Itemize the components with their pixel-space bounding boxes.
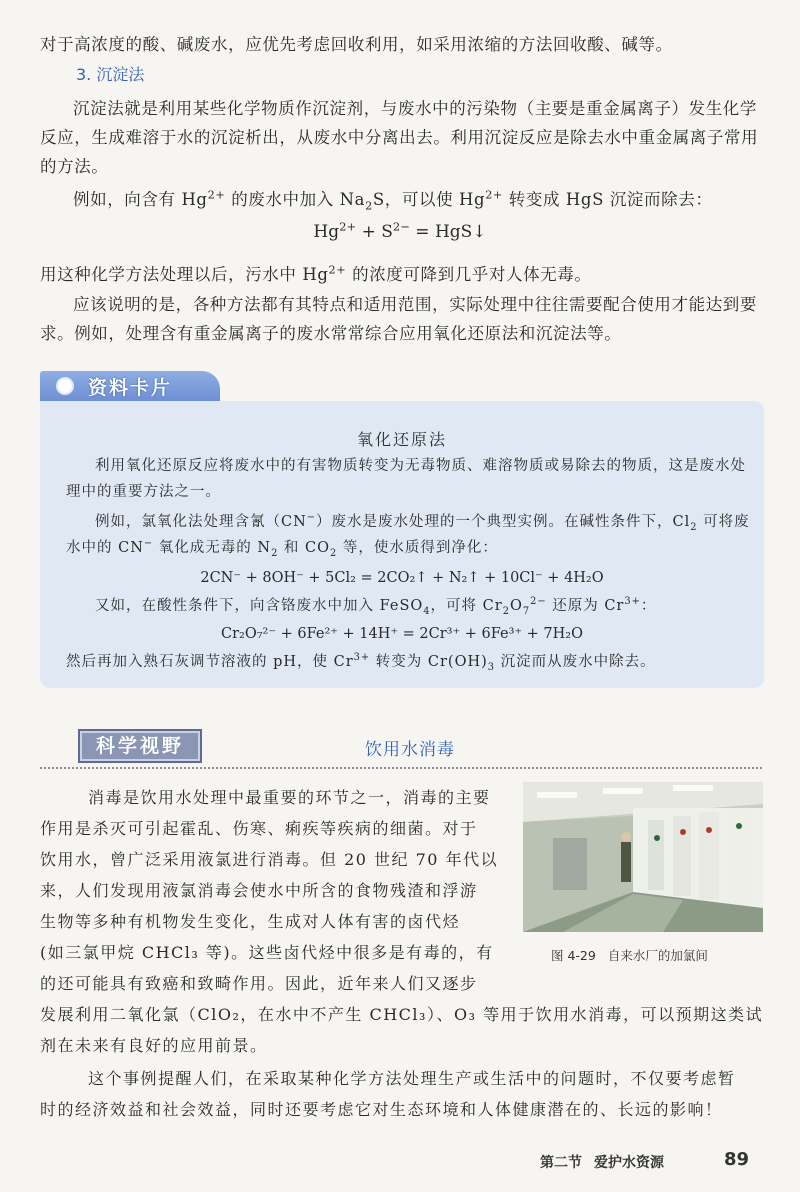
sv-last-line-2: 时的经济效益和社会效益，同时还要考虑它对生态环境和人体健康潜在的、长远的影响！ [40,1100,723,1119]
info-card-label: 资料卡片 [88,376,173,399]
sv-line-4: 来，人们发现用液氯消毒会使水中所含的食物残渣和浮游 [40,881,478,900]
info-card [40,401,764,688]
page-footer [540,1152,664,1172]
page-number: 89 [724,1149,750,1170]
footer-section: 第二节 [540,1155,582,1171]
note-paragraph: 应该说明的是，各种方法都有其特点和适用范围，实际处理中往往需要配合使用才能达到要求。例如，处理含有重金属离子的废水常常综合应用氧化还原法和沉淀法等。 [40,295,757,343]
section-heading-precipitation: 3. 沉淀法 [76,65,145,84]
sv-line-7: 的还可能具有致癌和致畸作用。因此，近年来人们又逐步 [40,974,478,993]
chlorination-room-photo [523,782,763,932]
circle-bullet-icon [56,377,74,395]
figure-caption [551,946,720,964]
equation-cr-reduction: Cr₂O₇²⁻ + 6Fe²⁺ + 14H⁺ = 2Cr³⁺ + 6Fe³⁺ + 7H₂O [221,626,583,642]
sv-line-1: 消毒是饮用水处理中最重要的环节之一，消毒的主要 [88,788,491,807]
result-paragraph: 用这种化学方法处理以后，污水中 $Hg^{2+}$ 的浓度可降到几乎对人体无毒。 [40,263,592,284]
precipitation-paragraph: 沉淀法就是利用某些化学物质作沉淀剂，与废水中的污染物（主要是重金属离子）发生化学反应，生成难溶于水的沉淀析出，从废水中分离出去。利用沉淀反应是除去水中重金属离子常用的方法。 [40,99,759,176]
example-paragraph: 例如，向含有 $Hg^{2+}$ 的废水中加入 $Na_2S$，可以使 $Hg^{2+}$ 转变成 HgS 沉淀而除去： [73,188,713,213]
sv-last-line-1: 这个事例提醒人们，在采取某种化学方法处理生产或生活中的问题时，不仅要考虑暂 [88,1069,736,1088]
info-card-title: 氧化还原法 [356,430,447,449]
equation-cn-oxidation: 2CN⁻ + 8OH⁻ + 5Cl₂ = 2CO₂↑ + N₂↑ + 10Cl⁻ + 4H₂O [200,570,604,586]
sv-line-9: 剂在未来有良好的应用前景。 [40,1036,268,1055]
sv-line-6: (如三氯甲烷 CHCl₃ 等)。这些卤代烃中很多是有毒的，有 [40,943,494,962]
intro-line: 对于高浓度的酸、碱废水，应优先考虑回收利用，如采用浓缩的方法回收酸、碱等。 [40,35,673,54]
science-view-title: 饮用水消毒 [365,740,455,760]
science-view-badge: 科学视野 [78,729,202,763]
dotted-divider [40,767,762,769]
info-card-p4: 然后再加入熟石灰调节溶液的 pH，使 $Cr^{3+}$ 转变为 $Cr(OH)_3$ 沉淀而从废水中除去。 [66,652,656,673]
info-card-p1: 利用氧化还原反应将废水中的有害物质转变为无毒物质、难溶物质或易除去的物质，这是废水处理中的重要方法之一。 [66,458,746,500]
info-card-p2: 例如，氯氧化法处理含氰（CN−）废水是废水处理的一个典型实例。在碱性条件下，$Cl_2$ 可将废水中的 CN− 氧化成无毒的 $N_2$ 和 $CO_2$ 等，使水质得到净化： [66,512,750,559]
sv-line-3: 饮用水，曾广泛采用液氯进行消毒。但 20 世纪 70 年代以 [40,850,499,869]
figure-caption-text: 自来水厂的加氯间 [607,948,708,963]
sv-line-2: 作用是杀灭可引起霍乱、伤寒、痢疾等疾病的细菌。对于 [40,819,478,838]
figure-label: 图 4-29 [551,948,596,963]
info-card-tab [40,371,220,401]
info-card-p3: 又如，在酸性条件下，向含铬废水中加入 FeSO$_4$，可将 $Cr_2O_7^{2-}$ 还原为 $Cr^{3+}$： [95,596,657,617]
footer-chapter: 爱护水资源 [594,1155,664,1171]
equation-hgs: $Hg^{2+} + S^{2-}$ = HgS↓ [313,219,487,242]
sv-line-5: 生物等多种有机物发生变化，生成对人体有害的卤代烃 [40,912,461,931]
sv-line-8: 发展利用二氧化氯（ClO₂，在水中不产生 CHCl₃）、O₃ 等用于饮用水消毒，可以预期这类试 [40,1005,764,1024]
